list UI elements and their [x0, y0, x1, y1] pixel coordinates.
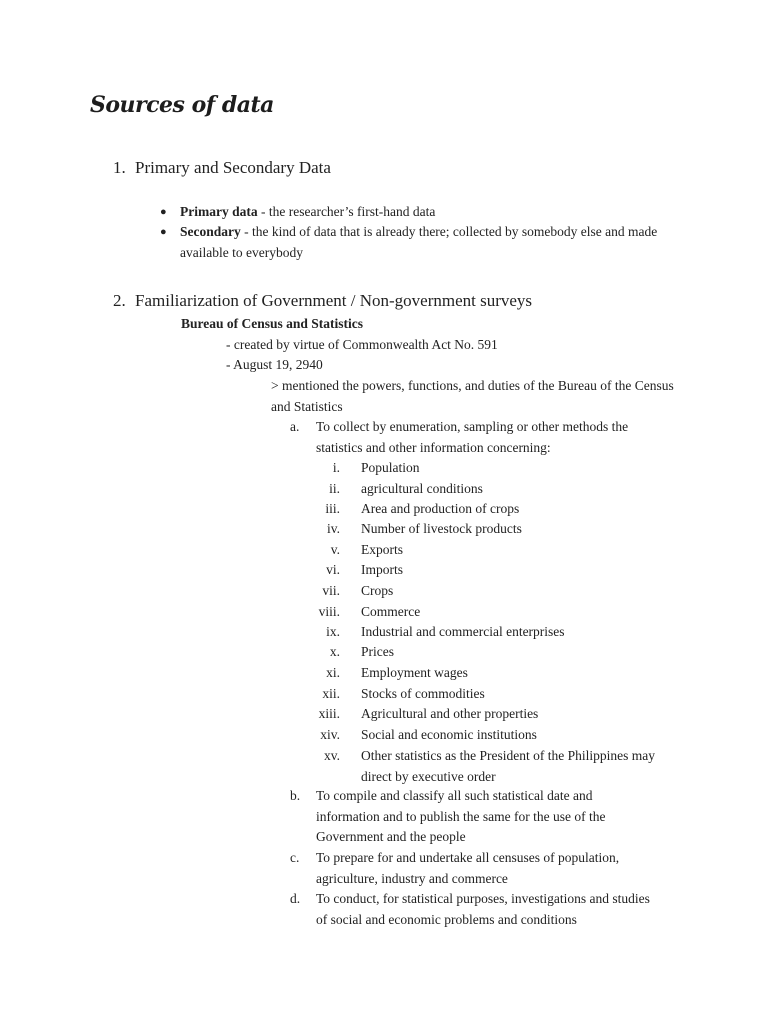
sub-list-marker: vi.	[326, 562, 340, 577]
sub-list-item	[300, 642, 720, 663]
sub-list-marker: x.	[329, 644, 340, 659]
sub-list-marker: iv.	[327, 521, 340, 536]
sub-list-text: Stocks of commodities	[361, 686, 485, 701]
sub-list-marker: xiii.	[318, 706, 340, 721]
list-item-text: To compile and classify all such statistical date and information and to publish the same for the use of the Government and the people	[316, 788, 606, 844]
sub-list-item	[300, 663, 720, 684]
sub-list-text: Industrial and commercial enterprises	[361, 624, 565, 639]
sub-list-item	[300, 581, 720, 602]
bullet-item	[160, 202, 700, 223]
bullet-term: Secondary	[180, 224, 241, 239]
note-paragraph: > mentioned the powers, functions, and duties of the Bureau of the Census and Statistics	[271, 378, 674, 414]
sub-list-item	[300, 704, 720, 725]
fact-line: - August 19, 2940	[226, 357, 323, 372]
sub-list-item	[300, 540, 720, 561]
sub-list-item	[300, 458, 720, 479]
list-item	[290, 848, 690, 890]
bullet-term: Primary data	[180, 204, 258, 219]
list-marker: c.	[290, 850, 300, 865]
sub-list-text: Other statistics as the President of the Philippines may direct by executive order	[361, 748, 655, 784]
sub-list-text: Area and production of crops	[361, 501, 520, 516]
sub-list-text: agricultural conditions	[361, 481, 483, 496]
list-item	[290, 786, 690, 848]
sub-list-text: Exports	[361, 542, 403, 557]
sub-list-marker: iii.	[325, 501, 340, 516]
sub-list-item	[300, 725, 720, 746]
section-title: Familiarization of Government / Non-government surveys	[135, 291, 533, 310]
fact-line: - created by virtue of Commonwealth Act No. 591	[226, 337, 498, 352]
list-item	[290, 889, 690, 931]
sub-list-text: Commerce	[361, 604, 421, 619]
list-item-text: To prepare for and undertake all censuses of population, agriculture, industry and commerce	[316, 850, 620, 886]
section-title: Primary and Secondary Data	[135, 158, 331, 177]
section-number: 2.	[113, 291, 126, 310]
sub-list-marker: xiv.	[320, 727, 340, 742]
section-heading-2	[113, 291, 532, 311]
sub-list-item	[300, 746, 720, 788]
sub-list-text: Crops	[361, 583, 394, 598]
sub-list-text: Imports	[361, 562, 403, 577]
bullet-text: - the kind of data that is already there; collected by somebody else and made available to everybody	[180, 224, 658, 260]
list-marker: b.	[290, 788, 301, 803]
list-marker: d.	[290, 891, 301, 906]
sub-list-marker: v.	[330, 542, 340, 557]
list-item-text: To conduct, for statistical purposes, investigations and studies of social and economic problems and conditions	[316, 891, 650, 927]
sub-list-marker: ix.	[326, 624, 340, 639]
sub-list-text: Social and economic institutions	[361, 727, 537, 742]
bullet-text: - the researcher’s first-hand data	[257, 204, 436, 219]
sub-list-marker: i.	[332, 460, 340, 475]
sub-list-item	[300, 684, 720, 705]
sub-list-item	[300, 602, 720, 623]
sub-list-marker: ii.	[329, 481, 340, 496]
sub-list-item	[300, 519, 720, 540]
sub-list-item	[300, 499, 720, 520]
sub-list-text: Number of livestock products	[361, 521, 522, 536]
sub-list-text: Agricultural and other properties	[361, 706, 539, 721]
sub-list-item	[300, 622, 720, 643]
bullet-icon: ●	[160, 206, 167, 218]
sub-list-item	[300, 479, 720, 500]
sub-list-text: Employment wages	[361, 665, 468, 680]
sub-list-marker: xv.	[324, 748, 340, 763]
bullet-item	[160, 222, 700, 264]
subheading: Bureau of Census and Statistics	[181, 316, 364, 331]
list-item-text: To collect by enumeration, sampling or other methods the statistics and other information concerning:	[316, 419, 629, 455]
list-item	[290, 417, 690, 459]
section-number: 1.	[113, 158, 126, 177]
sub-list-marker: viii.	[318, 604, 340, 619]
sub-list-marker: xii.	[322, 686, 340, 701]
sub-list-item	[300, 560, 720, 581]
bullet-icon: ●	[160, 226, 167, 238]
document-title: Sources of data	[90, 92, 274, 118]
section-heading-1	[113, 158, 331, 178]
sub-list-text: Prices	[361, 644, 394, 659]
sub-list-marker: xi.	[326, 665, 340, 680]
sub-list-text: Population	[361, 460, 420, 475]
sub-list-marker: vii.	[322, 583, 340, 598]
list-marker: a.	[290, 419, 300, 434]
